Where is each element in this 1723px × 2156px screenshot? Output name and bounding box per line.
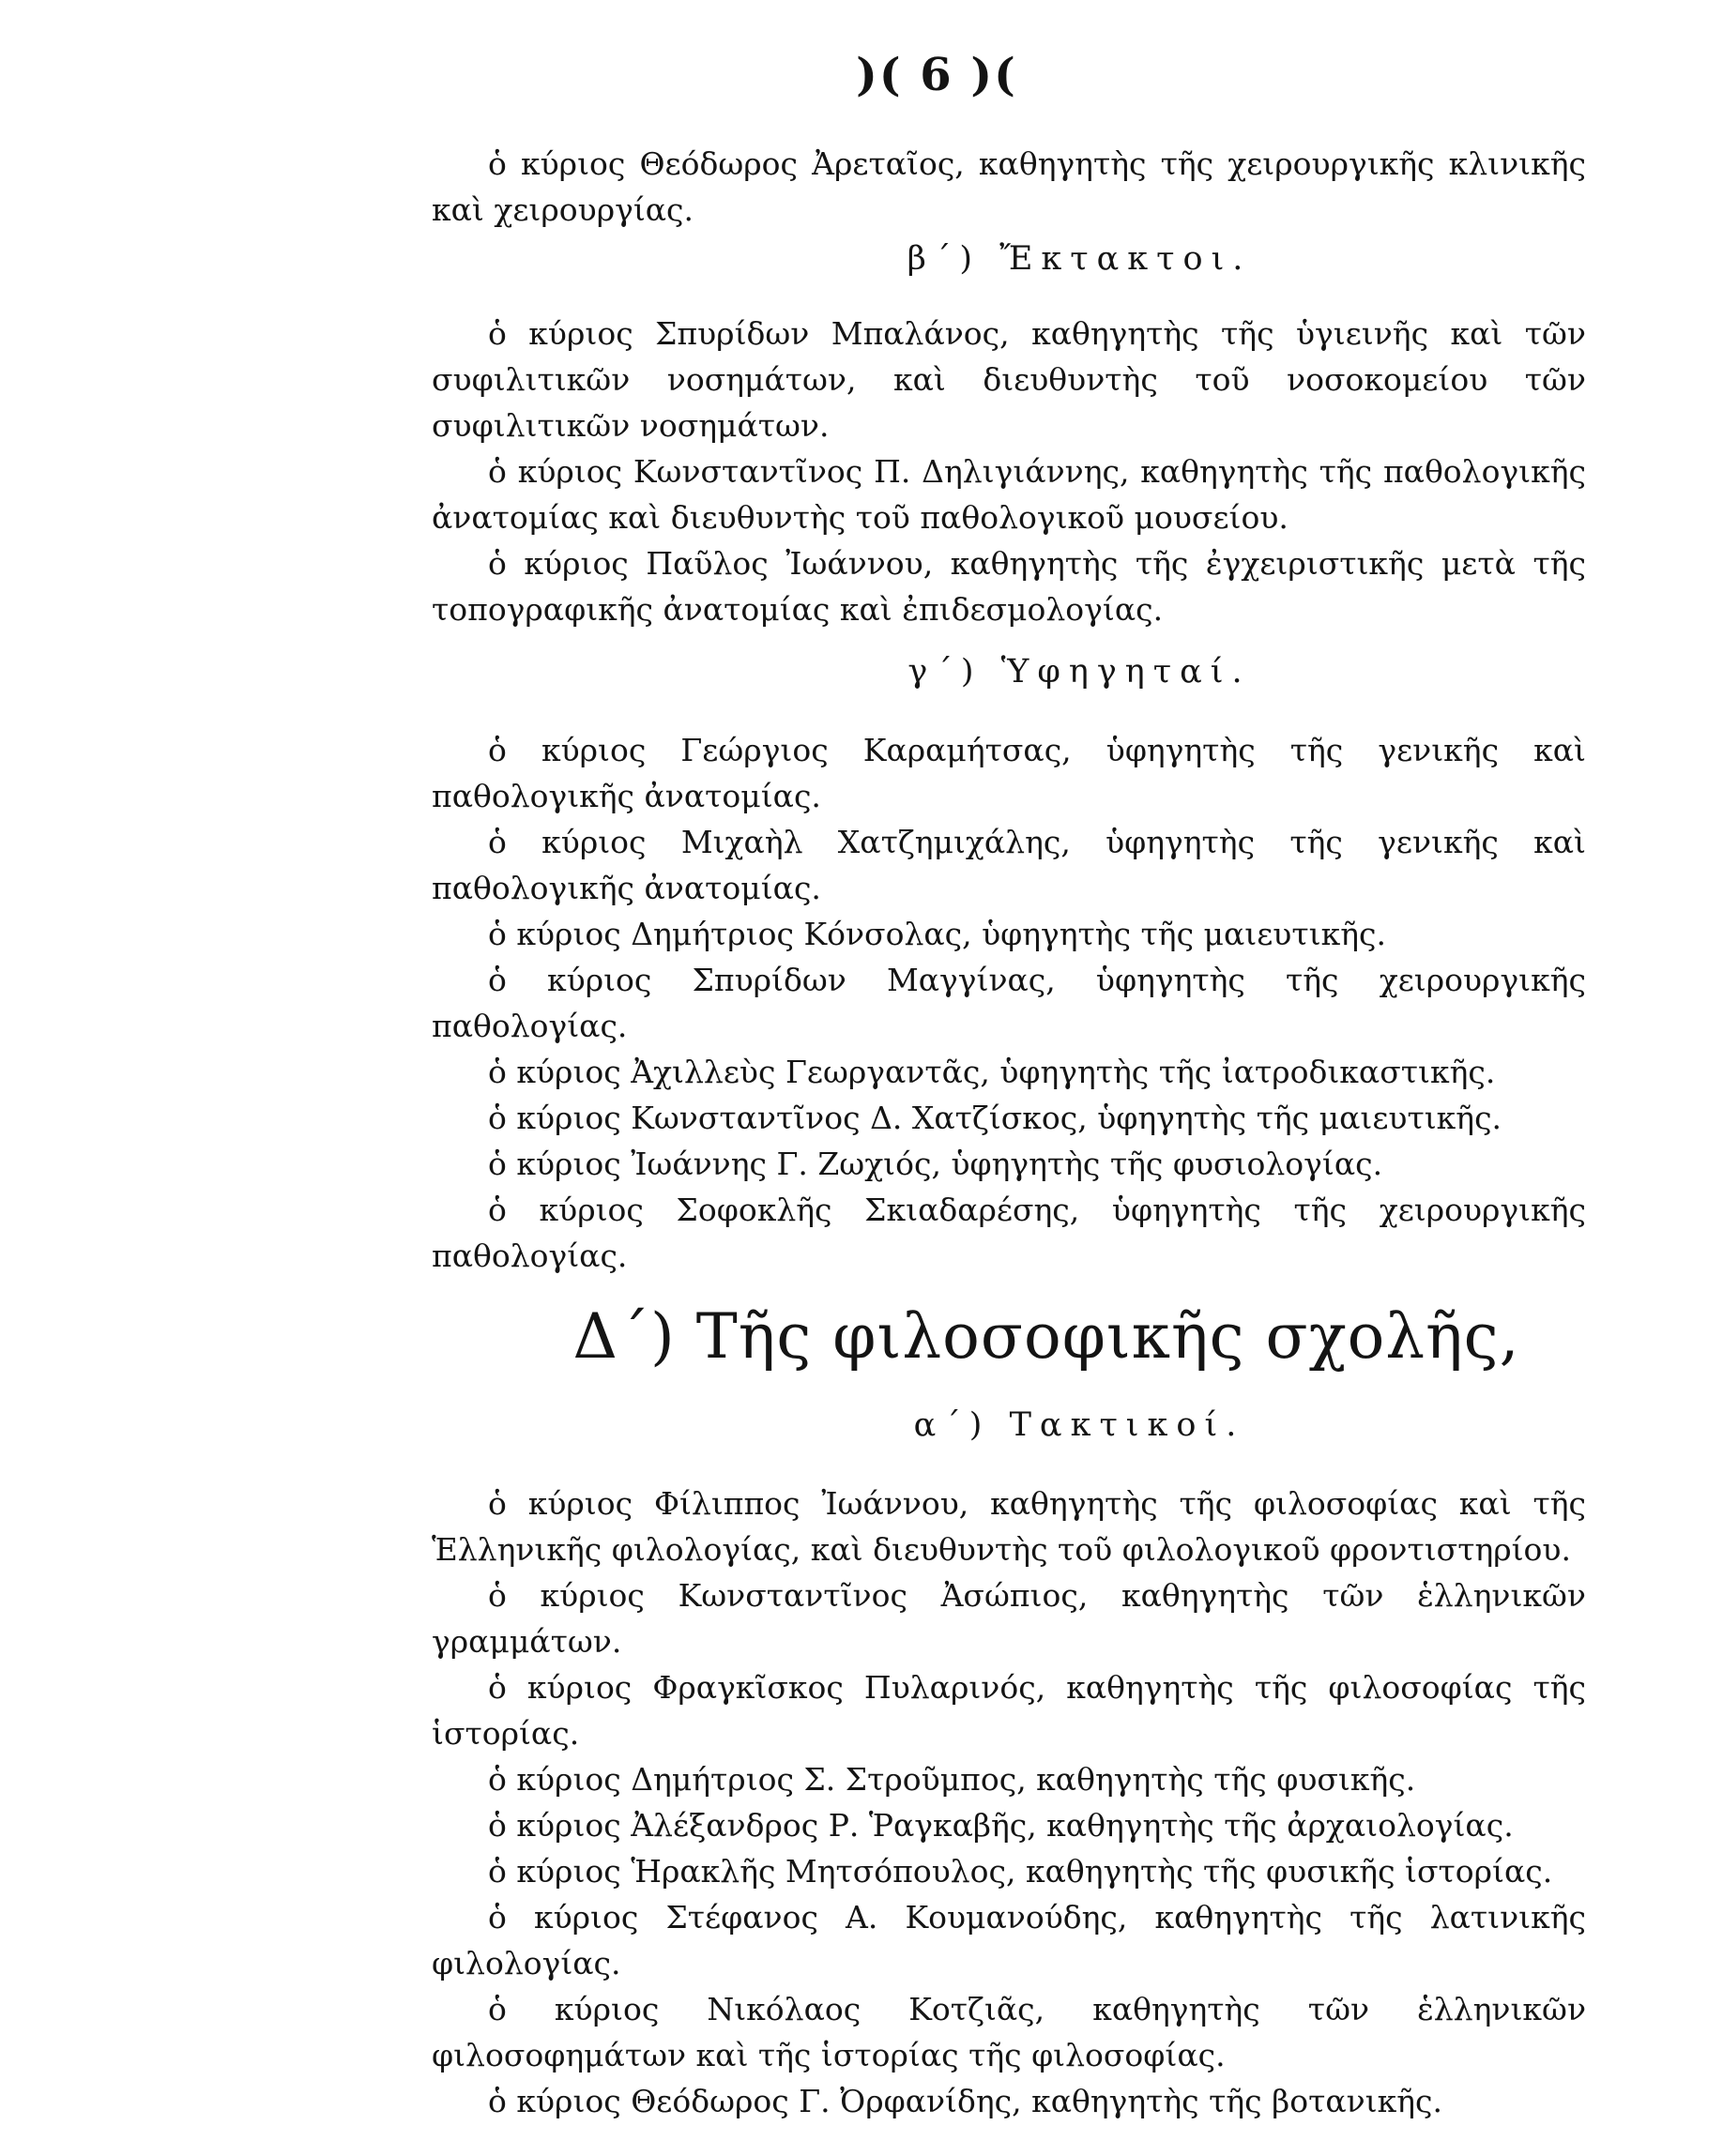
list-item: ὁ κύριος Μιχαὴλ Χατζημιχάλης, ὑφηγητὴς τῆς γενικῆς καὶ παθολογικῆς ἀνατομίας. — [432, 824, 1586, 906]
list-item: ὁ κύριος Ἡρακλῆς Μητσόπουλος, καθηγητὴς τῆς φυσικῆς ἱστορίας. — [488, 1853, 1553, 1890]
section-heading-philosophy: Δ΄) Τῆς φιλοσοφικῆς σχολῆς, — [572, 1300, 1520, 1373]
list-item: ὁ κύριος Νικόλαος Κοτζιᾶς, καθηγητὴς τῶν ἑλληνικῶν φιλοσοφημάτων καὶ τῆς ἱστορίας τῆς φιλοσοφίας. — [432, 1991, 1586, 2073]
list-item: ὁ κύριος Γεώργιος Καραμήτσας, ὑφηγητὴς τῆς γενικῆς καὶ παθολογικῆς ἀνατομίας. — [432, 732, 1586, 814]
list-item: ὁ κύριος Σπυρίδων Μαγγίνας, ὑφηγητὴς τῆς χειρουργικῆς παθολογίας. — [432, 962, 1586, 1044]
list-item: ὁ κύριος Φίλιππος Ἰωάννου, καθηγητὴς τῆς φιλοσοφίας καὶ τῆς Ἑλληνικῆς φιλολογίας, καὶ διευθυντὴς τοῦ φιλολογικοῦ φροντιστηρίου. — [432, 1485, 1586, 1568]
document-body — [432, 141, 1586, 2124]
list-item: ὁ κύριος Φραγκῖσκος Πυλαρινός, καθηγητὴς τῆς φιλοσοφίας τῆς ἱστορίας. — [432, 1669, 1586, 1752]
page-number: )( 6 )( — [856, 49, 1017, 101]
list-item: ὁ κύριος Παῦλος Ἰωάννου, καθηγητὴς τῆς ἐγχειριστικῆς μετὰ τῆς τοπογραφικῆς ἀνατομίας καὶ ἐπιδεσμολογίας. — [432, 545, 1586, 628]
list-item: ὁ κύριος Θεόδωρος Γ. Ὀρφανίδης, καθηγητὴς τῆς βοτανικῆς. — [488, 2083, 1442, 2119]
subheading-assistants: γ΄) Ὑφηγηταί. — [907, 653, 1251, 691]
list-item: ὁ κύριος Ἀλέξανδρος Ρ. Ῥαγκαβῆς, καθηγητὴς τῆς ἀρχαιολογίας. — [488, 1807, 1514, 1844]
opening-entry: ὁ κύριος Θεόδωρος Ἀρεταῖος, καθηγητὴς τῆς χειρουργικῆς κλινικῆς καὶ χειρουργίας. — [432, 145, 1586, 228]
subheading-regular: α΄) Τακτικοί. — [913, 1406, 1245, 1444]
list-item: ὁ κύριος Σπυρίδων Μπαλάνος, καθηγητὴς τῆς ὑγιεινῆς καὶ τῶν συφιλιτικῶν νοσημάτων, καὶ διευθυντὴς τοῦ νοσοκομείου τῶν συφιλιτικῶν νοσημάτων. — [432, 315, 1586, 444]
list-item: ὁ κύριος Κωνσταντῖνος Ἀσώπιος, καθηγητὴς τῶν ἑλληνικῶν γραμμάτων. — [432, 1577, 1586, 1660]
list-item: ὁ κύριος Στέφανος Α. Κουμανούδης, καθηγητὴς τῆς λατινικῆς φιλολογίας. — [432, 1899, 1586, 1981]
list-item: ὁ κύριος Ἀχιλλεὺς Γεωργαντᾶς, ὑφηγητὴς τῆς ἰατροδικαστικῆς. — [488, 1054, 1496, 1090]
list-item: ὁ κύριος Δημήτριος Κόνσολας, ὑφηγητὴς τῆς μαιευτικῆς. — [488, 916, 1386, 952]
list-item: ὁ κύριος Ἰωάννης Γ. Ζωχιός, ὑφηγητὴς τῆς φυσιολογίας. — [488, 1146, 1383, 1182]
subheading-extraordinary: β΄) Ἔκτακτοι. — [907, 240, 1252, 278]
list-item: ὁ κύριος Κωνσταντῖνος Δ. Χατζίσκος, ὑφηγητὴς τῆς μαιευτικῆς. — [488, 1100, 1502, 1136]
list-item: ὁ κύριος Δημήτριος Σ. Στροῦμπος, καθηγητὴς τῆς φυσικῆς. — [488, 1761, 1416, 1798]
list-item: ὁ κύριος Σοφοκλῆς Σκιαδαρέσης, ὑφηγητὴς τῆς χειρουργικῆς παθολογίας. — [432, 1192, 1586, 1274]
list-item: ὁ κύριος Κωνσταντῖνος Π. Δηλιγιάννης, καθηγητὴς τῆς παθολογικῆς ἀνατομίας καὶ διευθυντὴς τοῦ παθολογικοῦ μουσείου. — [432, 453, 1586, 536]
